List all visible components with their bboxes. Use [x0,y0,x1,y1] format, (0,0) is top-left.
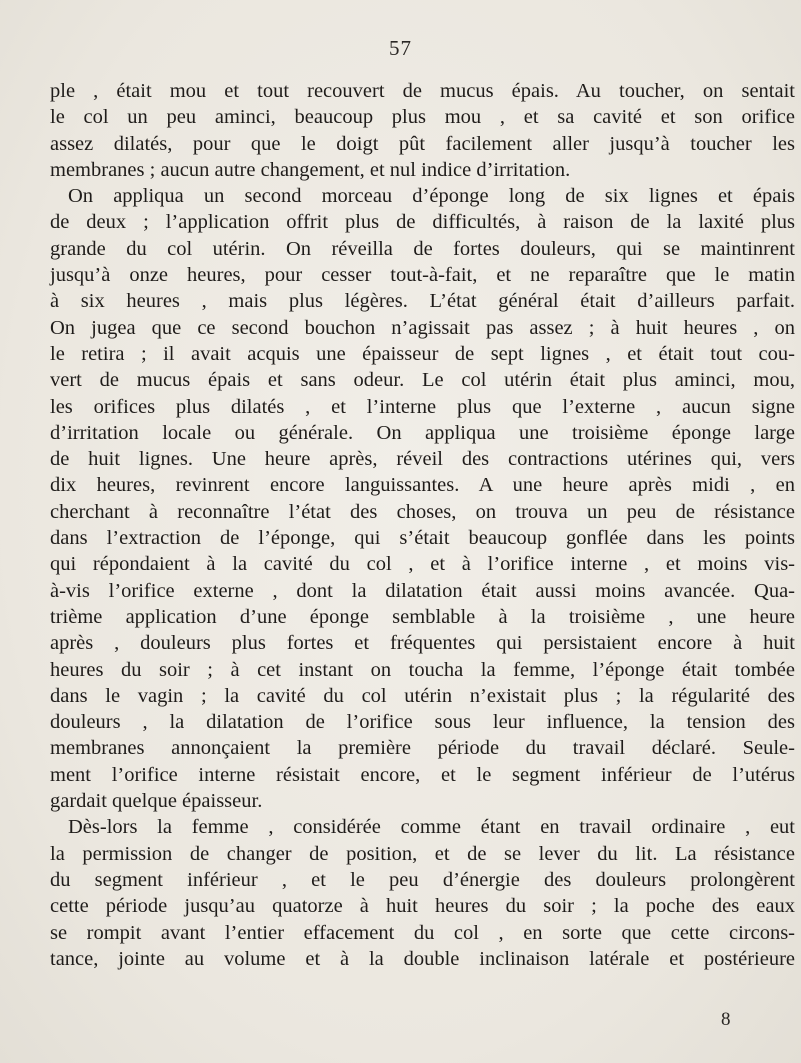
text-line: grande du col utérin. On réveilla de fortes douleurs, qui se maintinrent [50,237,795,260]
text-line: vert de mucus épais et sans odeur. Le col utérin était plus aminci, mou, [50,369,795,392]
text-line: membranes annonçaient la première période du travail déclaré. Seule- [50,737,795,760]
text-line: cette période jusqu’au quatorze à huit heures du soir ; la poche des eaux [50,895,795,918]
text-line: le retira ; il avait acquis une épaisseur de sept lignes , et était tout cou- [50,342,795,365]
text-line: à-vis l’orifice externe , dont la dilatation était aussi moins avancée. Qua- [50,579,795,602]
text-line: tance, jointe au volume et à la double inclinaison latérale et postérieure [50,947,795,970]
text-line: de deux ; l’application offrit plus de difficultés, à raison de la laxité plus [50,211,795,234]
text-line: la permission de changer de position, et de se lever du lit. La résistance [50,842,795,865]
text-line: dans l’extraction de l’éponge, qui s’était beaucoup gonflée dans les points [50,527,795,550]
text-line: cherchant à reconnaître l’état des choses, on trouva un peu de résistance [50,500,795,523]
text-line: On jugea que ce second bouchon n’agissait pas assez ; à huit heures , on [50,316,795,339]
text-line: du segment inférieur , et le peu d’énergie des douleurs prolongèrent [50,868,795,891]
text-line: dix heures, revinrent encore languissantes. A une heure après midi , en [50,474,795,497]
signature-mark: 8 [721,1009,731,1030]
text-line: jusqu’à onze heures, pour cesser tout-à-fait, et ne reparaître que le matin [50,264,795,287]
text-line: gardait quelque épaisseur. [50,790,263,813]
text-line: assez dilatés, pour que le doigt pût facilement aller jusqu’à toucher les [50,132,795,155]
text-line: se rompit avant l’entier effacement du col , en sorte que cette circons- [50,921,795,944]
text-line: trième application d’une éponge semblable à la troisième , une heure [50,605,795,628]
text-line: membranes ; aucun autre changement, et nul indice d’irritation. [50,158,571,181]
text-line: heures du soir ; à cet instant on toucha la femme, l’éponge était tombée [50,658,795,681]
text-line: les orifices plus dilatés , et l’interne plus que l’externe , aucun signe [50,395,795,418]
text-line: ment l’orifice interne résistait encore, et le segment inférieur de l’utérus [50,763,795,786]
text-line: dans le vagin ; la cavité du col utérin n’existait plus ; la régularité des [50,684,795,707]
text-line: Dès-lors la femme , considérée comme étant en travail ordinaire , eut [68,816,795,839]
text-line: à six heures , mais plus légères. L’état général était d’ailleurs parfait. [50,290,795,313]
page-number: 57 [389,36,412,60]
text-line: de huit lignes. Une heure après, réveil des contractions utérines qui, vers [50,448,795,471]
text-line: qui répondaient à la cavité du col , et à l’orifice interne , et moins vis- [50,553,795,576]
body-text [50,78,795,972]
text-line: douleurs , la dilatation de l’orifice sous leur influence, la tension des [50,711,795,734]
text-line: ple , était mou et tout recouvert de mucus épais. Au toucher, on sentait [50,80,795,102]
text-line: d’irritation locale ou générale. On appliqua une troisième éponge large [50,421,795,444]
text-line: après , douleurs plus fortes et fréquentes qui persistaient encore à huit [50,632,795,655]
text-line: On appliqua un second morceau d’éponge long de six lignes et épais [68,185,795,208]
text-line: le col un peu aminci, beaucoup plus mou , et sa cavité et son orifice [50,106,795,129]
